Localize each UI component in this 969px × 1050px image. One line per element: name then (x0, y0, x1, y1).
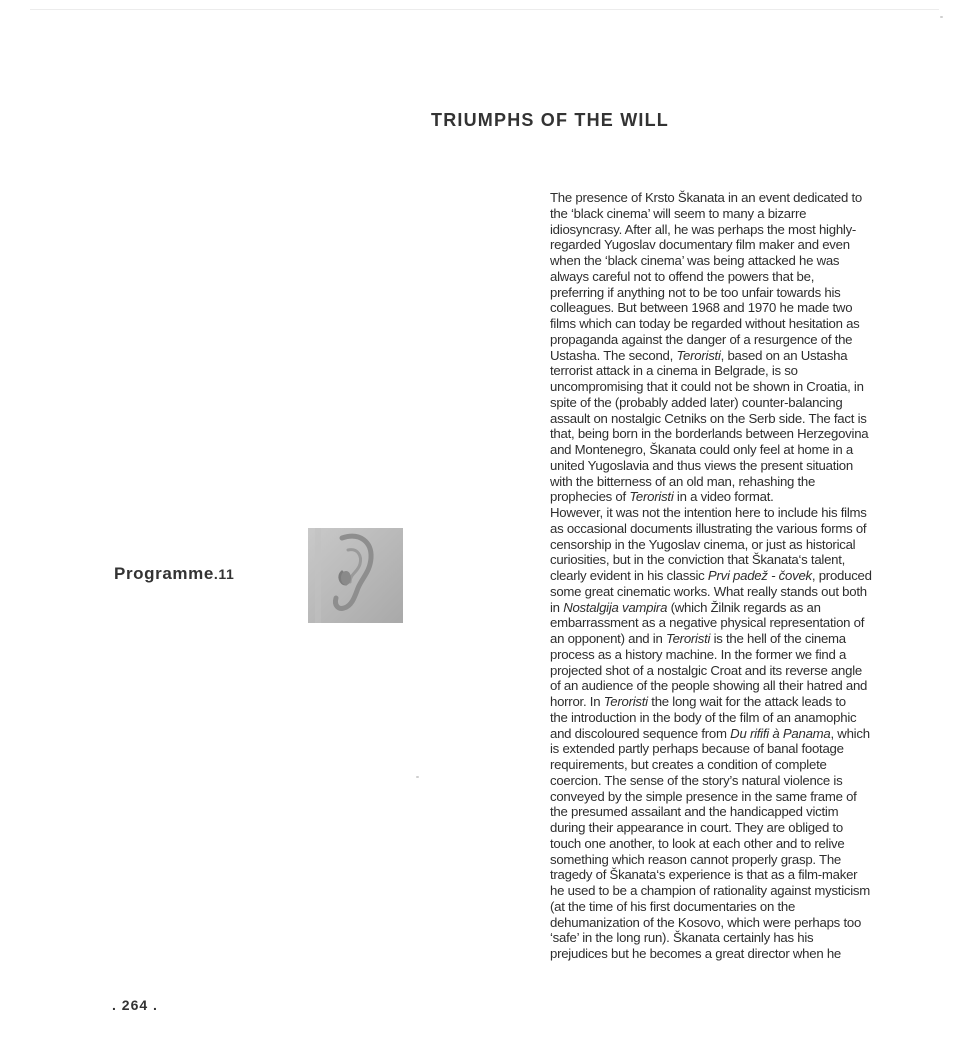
article-line (550, 537, 895, 553)
article-line (550, 647, 895, 663)
text-run: tragedy of Škanata‘s experience is that as a film-maker (550, 867, 858, 883)
article-line (550, 505, 895, 521)
text-run: censorship in the Yugoslav cinema, or just as historical (550, 536, 856, 552)
text-run: assault on nostalgic Cetniks on the Serb side. The fact is (550, 410, 867, 426)
article-line (550, 253, 895, 269)
article-line (550, 442, 895, 458)
text-run: (at the time of his first documentaries on the (550, 898, 796, 914)
article-line (550, 915, 895, 931)
text-run: and discoloured sequence from (550, 725, 731, 741)
article-line (550, 820, 895, 836)
article-line (550, 678, 895, 694)
article-line (550, 710, 895, 726)
dust-speck (940, 16, 943, 18)
programme-number: .11 (213, 566, 235, 582)
text-run: propaganda against the danger of a resurgence of the (550, 331, 853, 347)
text-run: ‘safe’ in the long run). Škanata certainly has his (550, 930, 814, 946)
text-run: colleagues. But between 1968 and 1970 he made two (550, 300, 853, 316)
article-line (550, 694, 895, 710)
text-run: the introduction in the body of the film of an anamophic (550, 709, 857, 725)
film-title: Teroristi (629, 489, 674, 505)
text-run: is extended partly perhaps because of banal footage (550, 741, 844, 757)
text-run: uncompromising that it could not be shown in Croatia, in (550, 379, 864, 394)
text-run: of an audience of the people showing all their hatred and (550, 678, 868, 694)
article-line (550, 222, 895, 238)
article-line (550, 521, 895, 537)
text-run: (which Žilnik regards as an (667, 599, 821, 615)
text-run: process as a history machine. In the former we find a (550, 646, 847, 662)
article-line (550, 631, 895, 647)
text-run: regarded Yugoslav documentary film maker and even (550, 237, 850, 253)
article-line (550, 316, 895, 332)
article-line (550, 930, 895, 946)
article-line (550, 899, 895, 915)
programme-label-text: Programme (114, 564, 214, 583)
article-line (550, 568, 895, 584)
text-run: an opponent) and in (550, 631, 666, 646)
article-line (550, 458, 895, 474)
text-run: idiosyncrasy. After all, he was perhaps the most highly- (550, 221, 857, 237)
text-run: in (550, 599, 564, 615)
text-run: conveyed by the simple presence in the same frame of (550, 788, 857, 804)
text-run: terrorist attack in a cinema in Belgrade, is so (550, 363, 798, 379)
text-run: , which (830, 725, 870, 741)
article-line (550, 883, 895, 899)
article-line (550, 474, 895, 490)
text-run: prejudices but he becomes a great director when he (550, 946, 841, 961)
article-line (550, 726, 895, 742)
text-run: horror. In (550, 694, 604, 709)
article-line (550, 773, 895, 789)
text-run: films which can today be regarded without hesitation as (550, 316, 860, 331)
text-run: something which reason cannot properly grasp. The (550, 851, 841, 867)
text-run: during their appearance in court. They are obliged to (550, 820, 843, 835)
ear-photo (308, 528, 403, 623)
article-line (550, 867, 895, 883)
text-run: always careful not to offend the powers that be, (550, 268, 815, 284)
text-run: the presumed assailant and the handicapped victim (550, 804, 839, 820)
text-run: some great cinematic works. What really stands out both (550, 583, 867, 599)
article-line (550, 285, 895, 301)
article-line (550, 332, 895, 348)
text-run: coercion. The sense of the story’s natural violence is (550, 772, 843, 788)
text-run: , produced (811, 568, 872, 583)
article-line (550, 946, 895, 962)
ear-icon (308, 528, 403, 623)
film-title: Teroristi (666, 631, 711, 646)
text-run: preferring if anything not to be too unfair towards his (550, 284, 841, 300)
text-run: clearly evident in his classic (550, 568, 708, 583)
article-line (550, 206, 895, 222)
article-line (550, 395, 895, 411)
text-run: touch one another, to look at each other and to relive (550, 835, 845, 851)
text-run: and Montenegro, Škanata could only feel at home in a (550, 442, 853, 457)
text-run: Ustasha. The second, (550, 347, 677, 363)
text-run: dehumanization of the Kosovo, which were perhaps too (550, 914, 862, 930)
article-line (550, 584, 895, 600)
text-run: with the bitterness of an old man, rehashing the (550, 473, 816, 489)
text-run: spite of the (probably added later) counter-balancing (550, 394, 843, 410)
article-line (550, 615, 895, 631)
article-line (550, 757, 895, 773)
text-run: united Yugoslavia and thus views the present situation (550, 457, 853, 473)
article-line (550, 804, 895, 820)
article-line (550, 237, 895, 253)
film-title: Prvi padež - čovek (707, 568, 812, 583)
top-edge-rule (30, 9, 939, 10)
programme-label (114, 564, 234, 584)
page-number: . 264 . (112, 997, 158, 1013)
film-title: Teroristi (603, 694, 648, 709)
article-line (550, 269, 895, 285)
article-line (550, 348, 895, 364)
text-run: The presence of Krsto Škanata in an event dedicated to (550, 190, 863, 205)
article-line (550, 741, 895, 757)
article-line (550, 190, 895, 206)
text-run: However, it was not the intention here to include his films (550, 505, 867, 520)
article-line (550, 836, 895, 852)
text-run: projected shot of a nostalgic Croat and its reverse angle (550, 662, 862, 678)
text-run: the ‘black cinema’ will seem to many a bizarre (550, 205, 807, 221)
text-run: when the ‘black cinema’ was being attacked he was (550, 253, 840, 268)
film-title: Teroristi (676, 347, 721, 363)
text-run: , based on an Ustasha (720, 347, 848, 363)
article-line (550, 489, 895, 505)
text-run: as occasional documents illustrating the various forms of (550, 520, 867, 536)
article-line (550, 379, 895, 395)
article-line (550, 552, 895, 568)
text-run: embarrassment as a negative physical representation of (550, 615, 865, 631)
text-run: the long wait for the attack leads to (647, 694, 846, 709)
article-line (550, 852, 895, 868)
text-run: is the hell of the cinema (710, 631, 846, 646)
article-body (550, 190, 895, 962)
article-line (550, 411, 895, 427)
text-run: prophecies of (550, 489, 630, 505)
text-run: he used to be a champion of rationality against mysticism (550, 883, 871, 898)
film-title: Du rififi à Panama (730, 725, 831, 741)
article-line (550, 600, 895, 616)
film-title: Nostalgija vampira (563, 599, 668, 615)
article-line (550, 363, 895, 379)
article-line (550, 663, 895, 679)
article-line (550, 300, 895, 316)
text-run: that, being born in the borderlands between Herzegovina (550, 426, 869, 442)
article-line (550, 789, 895, 805)
page-title: TRIUMPHS OF THE WILL (431, 110, 669, 130)
dust-speck (416, 776, 419, 778)
text-run: requirements, but creates a condition of complete (550, 757, 827, 772)
text-run: in a video format. (673, 489, 774, 505)
article-line (550, 426, 895, 442)
text-run: curiosities, but in the conviction that Škanata‘s talent, (550, 552, 846, 568)
